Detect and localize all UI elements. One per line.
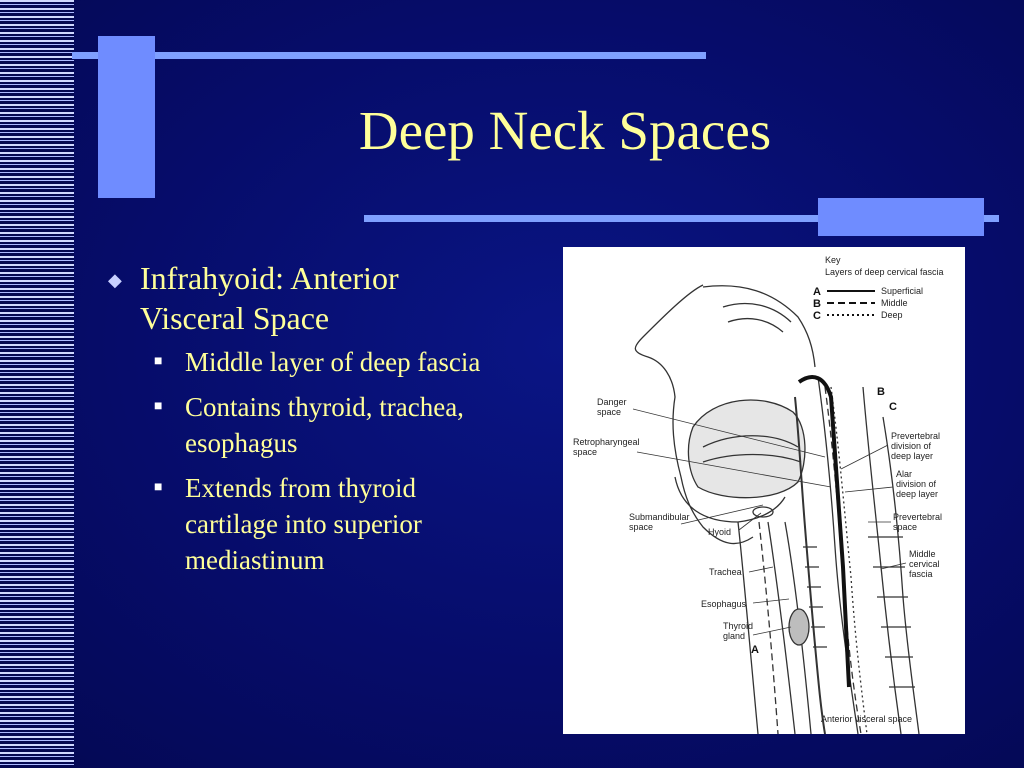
label-esophagus: Esophagus — [701, 599, 747, 609]
key-letter-a: A — [813, 286, 821, 298]
decorative-line-top — [72, 52, 706, 59]
label-submandibular-space: Submandibular space — [629, 512, 690, 532]
fascia-letter-a: A — [751, 644, 759, 656]
decorative-block — [818, 198, 984, 236]
label-hyoid: Hyoid — [708, 527, 732, 537]
key-title: Key — [825, 255, 841, 265]
key-label-superficial: Superficial — [881, 286, 924, 296]
key-subtitle: Layers of deep cervical fascia — [825, 267, 944, 277]
label-thyroid-gland: Thyroid gland — [723, 621, 754, 641]
square-bullet-icon: ■ — [154, 399, 163, 414]
label-prevertebral-division: Prevertebral division of deep layer — [891, 431, 941, 461]
bullet-item — [104, 258, 504, 338]
slide-title: Deep Neck Spaces — [358, 100, 772, 161]
label-prevertebral-space: Prevertebral space — [893, 512, 943, 532]
sub-bullet-item — [104, 389, 504, 461]
sagittal-neck-illustration — [563, 247, 965, 734]
label-danger-space: Danger space — [597, 397, 627, 417]
bullet-text: Infrahyoid: Anterior Visceral Space — [140, 260, 399, 336]
bullet-list — [104, 258, 504, 587]
square-bullet-icon: ■ — [154, 480, 163, 495]
fascia-letter-b: B — [877, 386, 885, 398]
label-middle-cervical-fascia: Middle cervical fascia — [909, 549, 940, 579]
sub-bullet-item — [104, 470, 504, 578]
neck-anatomy-figure — [563, 247, 965, 734]
anatomy-drawing — [635, 285, 919, 734]
key-label-deep: Deep — [881, 310, 903, 320]
label-alar-division: Alar division of deep layer — [896, 469, 939, 499]
diamond-bullet-icon: ◆ — [108, 270, 122, 290]
square-bullet-icon: ■ — [154, 354, 163, 369]
sub-bullet-text: Middle layer of deep fascia — [185, 347, 481, 377]
label-retropharyngeal-space: Retropharyngeal space — [573, 437, 640, 457]
sub-bullet-list — [104, 344, 504, 578]
sub-bullet-text: Extends from thyroid cartilage into superior mediastinum — [185, 473, 422, 575]
striped-side-bar — [0, 0, 74, 768]
sub-bullet-item — [104, 344, 504, 380]
key-letter-b: B — [813, 298, 821, 310]
decorative-vertical-bar — [98, 36, 155, 198]
sub-bullet-text: Contains thyroid, trachea, esophagus — [185, 392, 464, 458]
figure-caption: Anterior visceral space — [821, 714, 913, 724]
key-label-middle: Middle — [881, 298, 908, 308]
fascia-letter-c: C — [889, 401, 897, 413]
label-trachea: Trachea — [709, 567, 742, 577]
key-letter-c: C — [813, 310, 821, 322]
